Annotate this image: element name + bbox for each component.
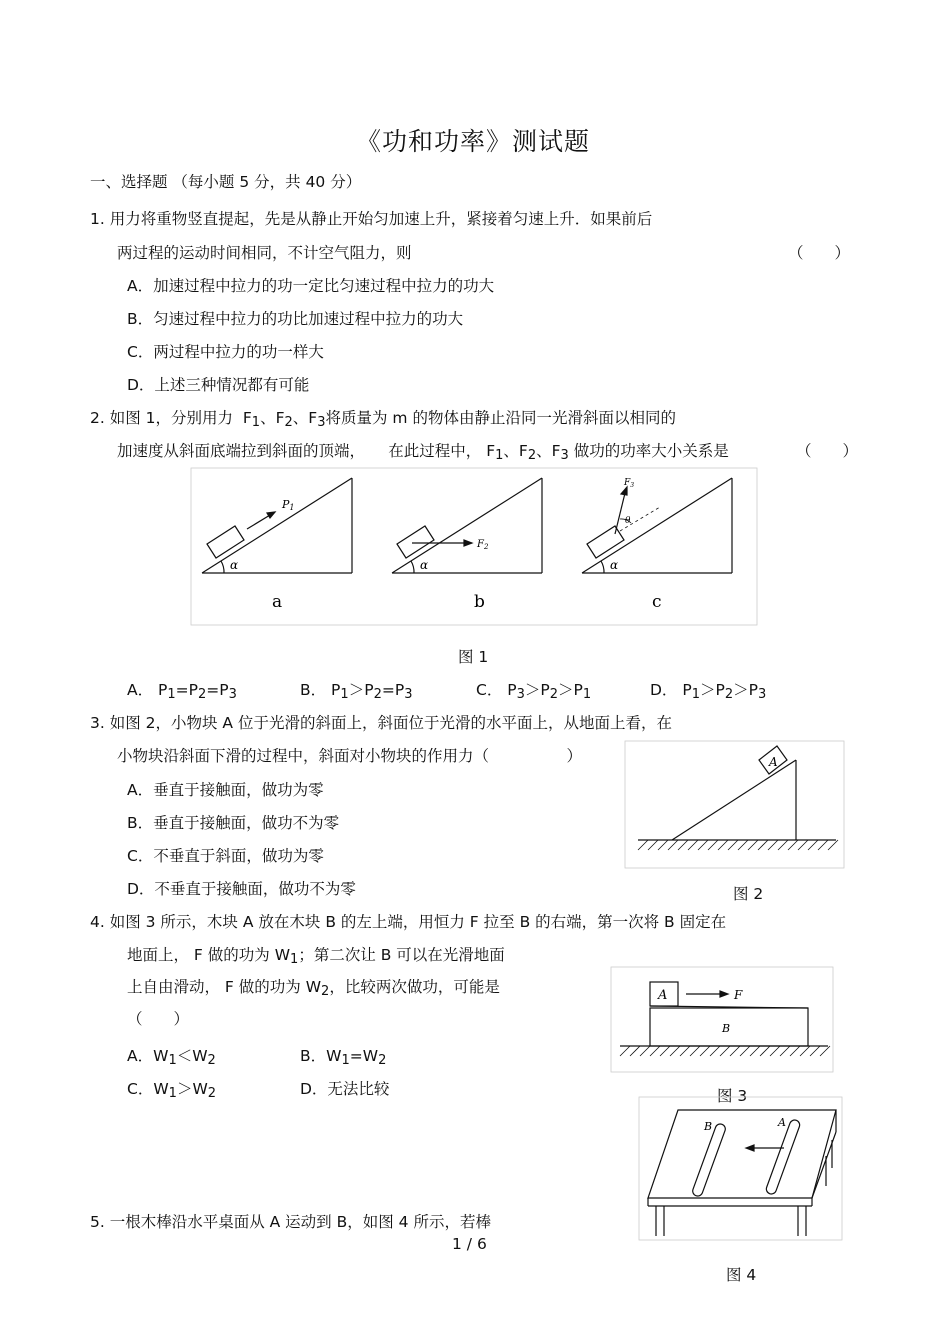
q1-option-b: B．匀速过程中拉力的功比加速过程中拉力的功大 (127, 310, 464, 328)
q3-option-b: B．垂直于接触面，做功不为零 (127, 814, 340, 832)
q3-option-a: A．垂直于接触面，做功为零 (127, 781, 324, 799)
figure-1 (190, 467, 760, 627)
figure-1c-angle: α (610, 558, 619, 572)
q2-option-d: D． $P_1>P_2>P_3$ (650, 681, 767, 702)
figure-1c-incline (582, 478, 732, 573)
q3-line1: 3. 如图 2，小物块 A 位于光滑的斜面上，斜面位于光滑的水平面上，从地面上看，在 (90, 714, 672, 732)
figure-4-table (648, 1110, 836, 1236)
q1-line2: 两过程的运动时间相同，不计空气阻力，则 (117, 244, 412, 262)
figure-1b-caption: b (474, 592, 485, 612)
figure-2 (624, 740, 846, 870)
figure-1a-caption: a (272, 592, 283, 612)
figure-4 (638, 1096, 844, 1242)
q3-option-d: D．不垂直于接触面，做功不为零 (127, 880, 356, 898)
q4-line1: 4. 如图 3 所示，木块 A 放在木块 B 的左上端，用恒力 F 拉至 B 的右端，第一次将 B 固定在 (90, 913, 727, 931)
figure-1c-caption: c (652, 592, 662, 612)
q1-option-c: C．两过程中拉力的功一样大 (127, 343, 324, 361)
figure-4-caption: 图 4 (726, 1266, 757, 1284)
figure-1a-force-label: P1 (282, 498, 295, 512)
q2-option-b: B． $P_1>P_2=P_3$ (300, 681, 413, 702)
q2-option-a: A． $P_1=P_2=P_3$ (127, 681, 237, 702)
figure-2-caption: 图 2 (733, 885, 764, 903)
figure-3-ground-hatching (620, 1046, 830, 1056)
figure-1a-incline (202, 478, 352, 573)
q4-line4: （ ） (127, 1010, 190, 1028)
figure-4-label-a: A (778, 1116, 786, 1129)
q3-option-c: C．不垂直于斜面，做功为零 (127, 847, 324, 865)
figure-2-frame (625, 741, 844, 868)
q1-option-a: A．加速过程中拉力的功一定比匀速过程中拉力的功大 (127, 277, 495, 295)
figure-3-label-b: B (722, 1022, 731, 1035)
q4-option-d: D．无法比较 (300, 1080, 390, 1098)
figure-4-label-b: B (704, 1120, 713, 1133)
figure-1b-angle: α (420, 558, 429, 572)
figure-2-block-label: A (769, 755, 778, 769)
q2-option-c: C． $P_3>P_2>P_1$ (476, 681, 592, 702)
figure-3 (610, 966, 835, 1074)
figure-1c-theta: θ (625, 516, 631, 526)
figure-3-label-f: F (734, 988, 743, 1002)
q2-line1: 2. 如图 1，分别用力 $F_1$、$F_2$、$F_3$将质量为 m 的物体由静止沿同一光滑斜面以相同的 (90, 409, 676, 430)
figure-1b-force-label: $F_2$ (477, 539, 489, 551)
q4-line3: 上自由滑动， F 做的功为 $W_2$，比较两次做功，可能是 (127, 978, 500, 999)
q2-answer-bracket: （ ） (796, 442, 859, 460)
figure-1-caption: 图 1 (458, 648, 489, 666)
section-heading: 一、选择题 （每小题 5 分，共 40 分） (90, 173, 362, 191)
q5-line1: 5. 一根木棒沿水平桌面从 A 运动到 B，如图 4 所示，若棒 (90, 1213, 491, 1231)
q4-option-c: C．$W_1>W_2$ (127, 1080, 217, 1101)
q1-line1: 1. 用力将重物竖直提起，先是从静止开始匀加速上升，紧接着匀速上升．如果前后 (90, 210, 653, 228)
q4-line2: 地面上， F 做的功为 $W_1$；第二次让 B 可以在光滑地面 (127, 946, 505, 967)
figure-2-incline (638, 746, 836, 840)
page-title: 《功和功率》测试题 (356, 127, 591, 156)
figure-3-blocks (620, 982, 828, 1046)
q4-option-b: B．$W_1=W_2$ (300, 1047, 387, 1068)
figure-3-caption: 图 3 (717, 1087, 748, 1105)
figure-1a-angle: α (230, 558, 239, 572)
q1-answer-bracket: （ ） (788, 244, 851, 262)
page-number: 1 / 6 (452, 1235, 487, 1253)
q4-option-a: A．$W_1<W_2$ (127, 1047, 216, 1068)
q2-line2: 加速度从斜面底端拉到斜面的顶端， 在此过程中， $F_1$、$F_2$、$F_3$ 做功的功率大小关系是 (117, 442, 729, 463)
q1-option-d: D．上述三种情况都有可能 (127, 376, 310, 394)
figure-1b-incline (392, 478, 542, 573)
q3-line2: 小物块沿斜面下滑的过程中，斜面对小物块的作用力（ ） (117, 747, 583, 765)
figure-1c-force-label: $F_3$ (624, 478, 635, 489)
figure-2-ground-hatching (638, 840, 838, 850)
figure-3-label-a: A (658, 988, 668, 1003)
